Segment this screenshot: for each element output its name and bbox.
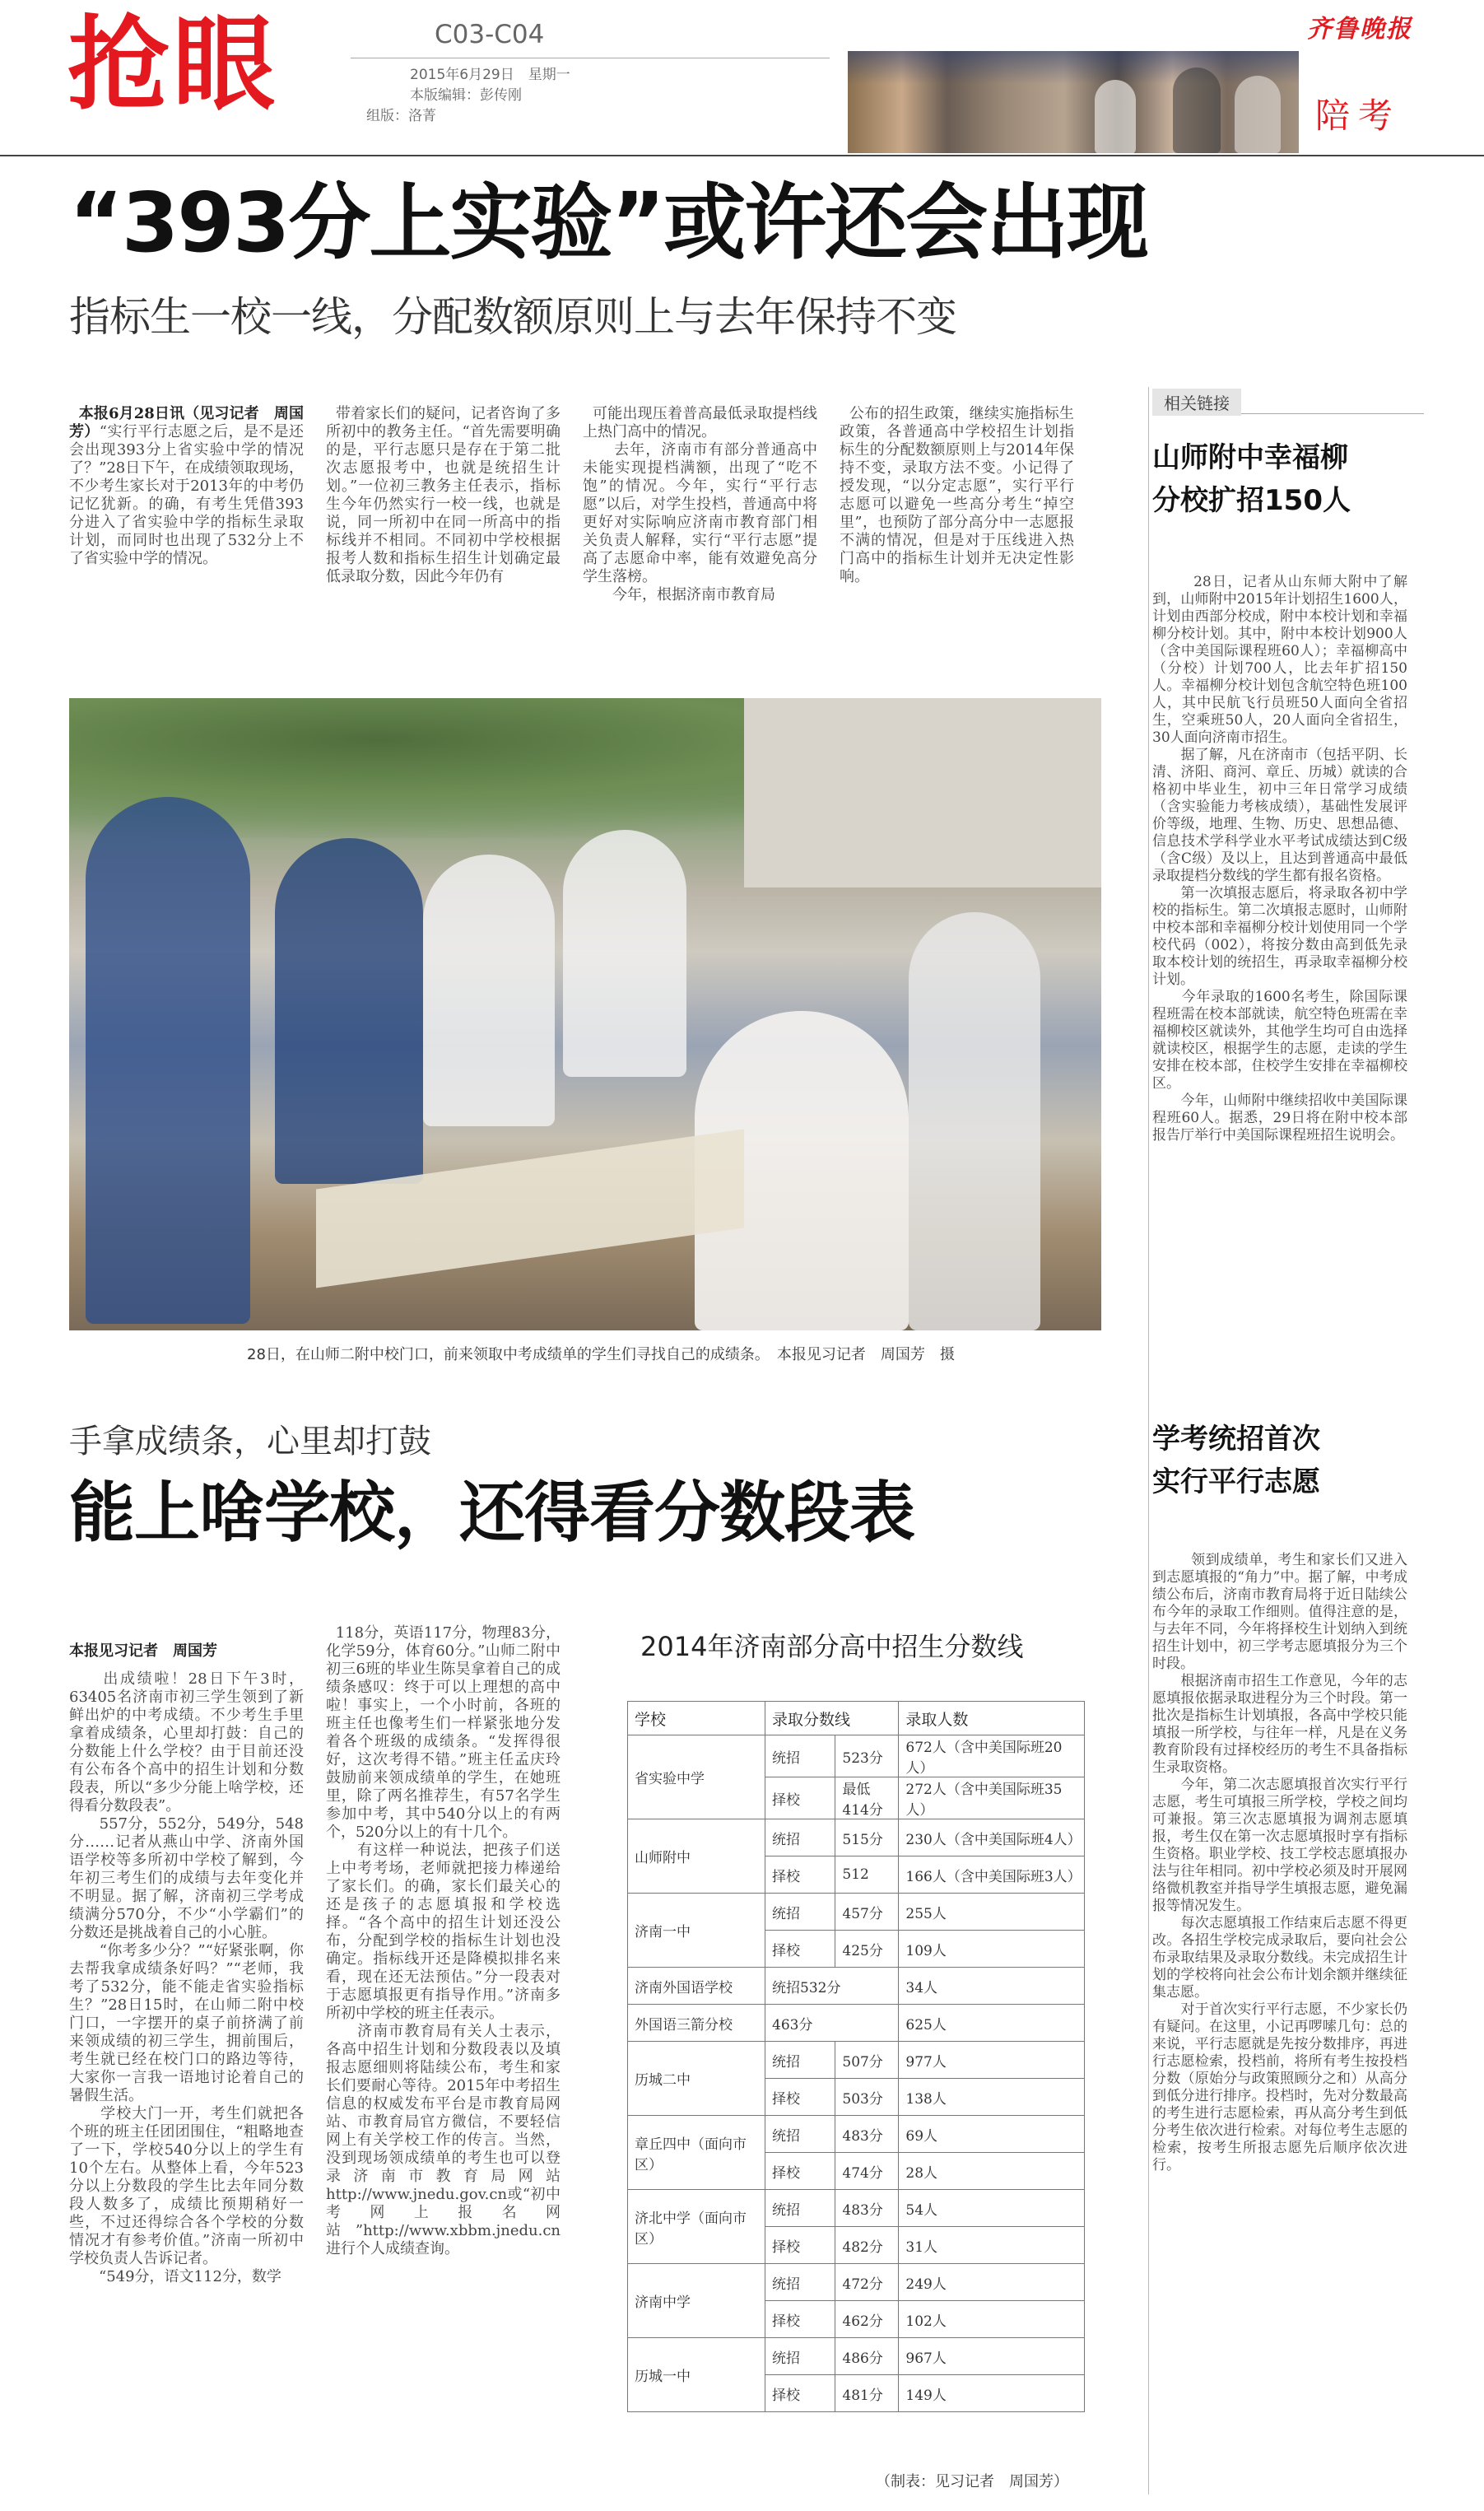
table-row <box>628 2190 1085 2227</box>
score-cell: 462分 <box>835 2301 899 2338</box>
admission-type-cell: 统招 <box>765 2042 835 2079</box>
header-school: 学校 <box>628 1702 765 1735</box>
admission-type-cell: 择校 <box>765 2227 835 2264</box>
enrollment-count-cell: 230人（含中美国际班4人） <box>899 1819 1085 1856</box>
enrollment-count-cell: 255人 <box>899 1894 1085 1931</box>
school-name-cell: 历城二中 <box>628 2042 765 2116</box>
enrollment-count-cell: 272人（含中美国际班35人） <box>899 1777 1085 1819</box>
person-silhouette <box>1235 76 1281 153</box>
building-background <box>744 698 1101 887</box>
score-cell: 515分 <box>835 1819 899 1856</box>
school-name-cell: 济南中学 <box>628 2264 765 2338</box>
table-row <box>628 2042 1085 2079</box>
enrollment-count-cell: 69人 <box>899 2116 1085 2153</box>
score-cell: 457分 <box>835 1894 899 1931</box>
person-silhouette <box>1095 80 1136 153</box>
admission-type-cell: 择校 <box>765 2079 835 2116</box>
admission-type-cell: 统招 <box>765 2338 835 2375</box>
article2-byline: 本报见习记者 周国芳 <box>69 1642 217 1660</box>
enrollment-count-cell: 31人 <box>899 2227 1085 2264</box>
table-row <box>628 2005 1085 2042</box>
score-table-wrap <box>627 1701 1085 2412</box>
student-silhouette <box>563 830 686 1077</box>
article2-column-2 <box>326 1606 561 2462</box>
table-row <box>628 1735 1085 1777</box>
score-cell: 474分 <box>835 2153 899 2190</box>
score-cell: 最低414分 <box>835 1777 899 1819</box>
admission-type-cell: 统招 <box>765 2116 835 2153</box>
sidebar-text-2: 领到成绩单，考生和家长们又进入到志愿填报的“角力”中。据了解，中考成绩公布后，济南市教育局将于近日陆续公布今年的录取工作细则。值得注意的是，与去年不同，今年将择校生计划纳入到统招生计划中，初三学考志愿填报分为三个时段。 根据济南市招生工作意见，今年的志愿填报依据录取进程分为三个时段。第一批次是指标生计划填报，各高中学校只能填报一所学校，与往年一样，凡是在义务教育阶段有过择校经历的考生不具备指标生录取资格。 今年，第二次志愿填报首次实行平行志愿，考生可填报三所学校，学校之间均可兼报。第三次志愿填报为调剂志愿填报，考生仅在第一次志愿填报时享有指标生资格。职业学校、技工学校志愿填报办法与往年相同。初中学校必须及时开展网络微机教室并指导学生填报志愿，避免漏报等情况发生。 每次志愿填报工作结束后志愿不得更改。各招生学校完成录取后，要向社会公布录取结果及录取分数线。未完成招生计划的学校将向社会公布计划余额并继续征集志愿。 对于首次实行平行志愿，不少家长仍有疑问。在这里，小记再啰嗦几句：总的来说，平行志愿就是先按分数排序，再进行志愿检索，投档前，将所有考生按投档分数（原始分与政策照顾分之和）从高分到低分进行排序。投档时，先对分数最高的考生进行志愿检索，再从高分考生到低分考生依次进行检索。对每位考生志愿的检索，按考生所报志愿先后顺序依次进行。 <box>1152 1552 1407 2173</box>
enrollment-count-cell: 149人 <box>899 2375 1085 2412</box>
score-cell: 472分 <box>835 2264 899 2301</box>
score-table-title: 2014年济南部分高中招生分数线 <box>640 1631 1024 1662</box>
person-silhouette <box>1173 68 1221 153</box>
score-cell: 503分 <box>835 2079 899 2116</box>
score-cell: 481分 <box>835 2375 899 2412</box>
admission-type-cell: 择校 <box>765 1931 835 1968</box>
enrollment-count-cell: 166人（含中美国际班3人） <box>899 1856 1085 1894</box>
table-row <box>628 2338 1085 2375</box>
table-row <box>628 2116 1085 2153</box>
score-cell: 483分 <box>835 2190 899 2227</box>
admission-type-cell: 统招 <box>765 2264 835 2301</box>
student-silhouette <box>86 797 250 1324</box>
admission-type-cell: 择校 <box>765 2153 835 2190</box>
paper-name-logo: 齐鲁晚报 <box>1307 15 1412 44</box>
article1-text-4: 公布的招生政策，继续实施指标生政策，各普通高中学校招生计划指标生的分配数额原则上与2014年保持不变，录取方法不变。小记得了授发现，“以分定志愿”，实行平行志愿可以避免一些高分考生“掉空里”，也预防了部分高分中一志愿报不满的情况，但是对于压线进入热门高中的指标生计划并无决定性影响。 <box>840 405 1074 585</box>
sidebar-headline-2: 学考统招首次 实行平行志愿 <box>1152 1423 1320 1498</box>
article1-text-3: 可能出现压着普高最低录取提档线上热门高中的情况。 去年，济南市有部分普通高中未能实现提档满额，出现了“吃不饱”的情况。今年，实行“平行志愿”以后，对学生投档，普通高中将更好对实际响应济南市教育部门相关负责人解释，实行“平行志愿”提高了志愿命中率，能有效避免高分学生落榜。 今年，根据济南市教育局 <box>583 405 817 603</box>
article1-text-1: “实行平行志愿之后，是不是还会出现393分上省实验中学的情况了？”28日下午，在成绩领取现场，不少考生家长对于2013年的中考仍记忆犹新。的确，有考生凭借393分进入了省实验中学的指标生录取计划，而同时也出现了532分上不了省实验中学的情况。 <box>69 423 304 567</box>
enrollment-count-cell: 249人 <box>899 2264 1085 2301</box>
school-name-cell: 济南一中 <box>628 1894 765 1968</box>
header-score: 录取分数线 <box>765 1702 899 1735</box>
admission-type-cell: 统招 <box>765 1735 835 1777</box>
enrollment-count-cell: 138人 <box>899 2079 1085 2116</box>
enrollment-count-cell: 54人 <box>899 2190 1085 2227</box>
table-row <box>628 1819 1085 1856</box>
enrollment-count-cell: 102人 <box>899 2301 1085 2338</box>
admission-type-cell: 统招 <box>765 1819 835 1856</box>
enrollment-count-cell: 34人 <box>899 1968 1085 2005</box>
score-cell: 512 <box>835 1856 899 1894</box>
table-credit: （制表：见习记者 周国芳） <box>876 2473 1068 2490</box>
school-name-cell: 济北中学（面向市区） <box>628 2190 765 2264</box>
admission-type-cell: 择校 <box>765 1856 835 1894</box>
article2-column-1 <box>69 1606 304 2462</box>
enrollment-count-cell: 977人 <box>899 2042 1085 2079</box>
school-name-cell: 外国语三箭分校 <box>628 2005 765 2042</box>
column-name: 陪考 <box>1315 96 1402 136</box>
article1-column-3 <box>583 387 817 634</box>
admission-type-cell: 择校 <box>765 2301 835 2338</box>
score-cell: 483分 <box>835 2116 899 2153</box>
score-cell: 523分 <box>835 1735 899 1777</box>
photo-caption: 28日，在山师二附中校门口，前来领取中考成绩单的学生们寻找自己的成绩条。 本报见习记者 周国芳 摄 <box>247 1346 955 1363</box>
sidebar-body-2 <box>1152 1535 1407 2481</box>
article1-column-4 <box>840 387 1074 634</box>
student-silhouette <box>909 912 1040 1330</box>
article2-text-2: 118分，英语117分，物理83分，化学59分，体育60分。”山师二附中初三6班的毕业生陈昊拿着自己的成绩条感叹：终于可以上理想的高中啦！事实上，一个小时前，各班的班主任也像考生们一样紧张地分发着各个班级的成绩条。“发挥得很好，这次考得不错。”班主任孟庆玲鼓励前来领成绩单的学生，在她班里，除了两名推荐生，有57名学生参加中考，其中540分以上的有两个，520分以上的有十几个。 有这样一种说法，把孩子们送上中考考场，老师就把接力棒递给了家长们。的确，家长们最关心的还是孩子的志愿填报和学校选择。“各个高中的招生计划还没公布，分配到学校的指标生计划也没确定。指标线开还是降模拟排名来看，现在还无法预估。”分一段表对于志愿填报更有指导作用。”济南多所初中学校的班主任表示。 济南市教育局有关人士表示，各高中招生计划和分数段表以及填报志愿细则将陆续公布，考生和家长们要耐心等待。2015年中考招生信息的权威发布平台是市教育局网站、市教育局官方微信，不要轻信网上有关学校工作的传言。当然，没到现场领成绩单的考生也可以登录济南市教育局网站http://www.jnedu.gov.cn或“初中考网上报名网站”http://www.xbbm.jnedu.cn进行个人成绩查询。 <box>326 1624 561 2257</box>
score-cell: 统招532分 <box>765 1968 899 2005</box>
article1-column-1 <box>69 387 304 634</box>
school-name-cell: 省实验中学 <box>628 1735 765 1819</box>
article1-headline: “393分上实验”或许还会出现 <box>69 175 1148 271</box>
admission-type-cell: 择校 <box>765 2375 835 2412</box>
score-cell: 486分 <box>835 2338 899 2375</box>
article2-text-1: 出成绩啦！28日下午3时，63405名济南市初三学生领到了新鲜出炉的中考成绩。不少考生手里拿着成绩条，心里却打鼓：自己的分数能上什么学校？由于目前还没有公布各个高中的招生计划和分数段表，所以“多少分能上啥学校，还得看分数段表”。 557分，552分，549分，548分……记者从燕山中学、济南外国语学校等多所初中学校了解到，今年初三考生们的成绩与去年变化并不明显。据了解，济南初三学考成绩满分570分，不少“小学霸们”的分数还是挑战着自己的小心脏。 “你考多少分？”“好紧张啊，你去帮我拿成绩条好吗？”“老师，我考了532分，能不能走省实验指标生？”28日15时，在山师二附中校门口，一字摆开的桌子前挤满了前来领成绩的初三学生，拥前围后，考生就已经在校门口的路边等待，大家你一言我一语地讨论着自己的暑假生活。 学校大门一开，考生们就把各个班的班主任团团围住，“粗略地查了一下，学校540分以上的学生有10个左右。从整体上看，今年523分以上分数段的学生比去年同分数段人数多了，成绩比预期稍好一些，不过还得综合各个学校的分数情况才有参考价值。”济南一所初中学校负责人告诉记者。 “549分，语文112分，数学 <box>69 1670 304 2285</box>
masthead-photo <box>848 51 1299 153</box>
score-cell: 482分 <box>835 2227 899 2264</box>
related-links-label <box>1152 389 1424 414</box>
page-editor: 本版编辑：彭传刚 <box>410 87 522 104</box>
masthead-rule <box>0 155 1484 156</box>
school-name-cell: 山师附中 <box>628 1819 765 1894</box>
article1-text-2: 带着家长们的疑问，记者咨询了多所初中的教务主任。“首先需要明确的是，平行志愿只是存在于第二批次志愿报考中，也就是统招生计划。”一位初三教务主任表示，指标生今年仍然实行一校一线，也就是说，同一所初中在同一所高中的指标线并不相同。不同初中学校根据报考人数和指标生招生计划确定最低录取分数，因此今年仍有 <box>326 405 561 585</box>
school-name-cell: 章丘四中（面向市区） <box>628 2116 765 2190</box>
enrollment-count-cell: 28人 <box>899 2153 1085 2190</box>
score-cell: 507分 <box>835 2042 899 2079</box>
table-header-row <box>628 1702 1085 1735</box>
student-silhouette <box>275 838 423 1184</box>
table-row <box>628 2264 1085 2301</box>
admission-type-cell: 择校 <box>765 1777 835 1819</box>
masthead <box>0 0 1484 156</box>
admission-type-cell: 统招 <box>765 1894 835 1931</box>
enrollment-count-cell: 109人 <box>899 1931 1085 1968</box>
sidebar-divider <box>1148 387 1149 2495</box>
score-cell: 425分 <box>835 1931 899 1968</box>
enrollment-count-cell: 625人 <box>899 2005 1085 2042</box>
section-title: 抢眼 <box>67 6 279 124</box>
related-links-tab: 相关链接 <box>1152 389 1241 416</box>
enrollment-count-cell: 967人 <box>899 2338 1085 2375</box>
sidebar-text-1: 28日，记者从山东师大附中了解到，山师附中2015年计划招生1600人，计划由西部分校成，附中本校计划和幸福柳分校计划。其中，附中本校计划900人（含中美国际课程班60人）；幸福柳高中（分校）计划700人，比去年扩招150人。幸福柳分校计划包含航空特色班100人，其中民航飞行员班50人面向全省招生，空乘班50人，20人面向全省招生，30人面向济南市招生。 据了解，凡在济南市（包括平阴、长清、济阳、商河、章丘、历城）就读的合格初中毕业生，初中三年日常学习成绩（含实验能力考核成绩），基础性发展评价等级，地理、生物、历史、思想品德、信息技术学科学业水平考试成绩达到C级（含C级）及以上，且达到普通高中最低录取提档分数线的学生都有报名资格。 第一次填报志愿后，将录取各初中学校的指标生。第二次填报志愿时，山师附中校本部和幸福柳分校计划使用同一个学校代码（002），将按分数由高到低先录取本校计划的统招生，再录取幸福柳分校计划。 今年录取的1600名考生，除国际课程班需在校本部就读，航空特色班需在幸福柳校区就读外，其他学生均可自由选择就读校区，根据学生的志愿，走读的学生安排在校本部，住校学生安排在幸福柳校区。 今年，山师附中继续招收中美国际课程班60人。据悉，29日将在附中校本部报告厅举行中美国际课程班招生说明会。 <box>1152 574 1407 1144</box>
score-cell: 463分 <box>765 2005 899 2042</box>
article1-subhead: 指标生一校一线，分配数额原则上与去年保持不变 <box>69 293 956 341</box>
school-name-cell: 历城一中 <box>628 2338 765 2412</box>
enrollment-count-cell: 672人（含中美国际班20人） <box>899 1735 1085 1777</box>
table-row <box>628 1968 1085 2005</box>
sidebar-body-1 <box>1152 557 1407 1380</box>
table-row <box>628 1894 1085 1931</box>
admission-type-cell: 统招 <box>765 2190 835 2227</box>
article1-column-2 <box>326 387 561 634</box>
page-numbers: C03-C04 <box>435 20 545 49</box>
score-table <box>627 1701 1085 2412</box>
student-silhouette <box>423 855 555 1126</box>
article1-byline: 本报6月28日讯（见习记者 周国芳） <box>69 405 304 440</box>
issue-date: 2015年6月29日 星期一 <box>410 67 570 83</box>
layout-editor: 组版：洛菁 <box>366 108 436 124</box>
header-count: 录取人数 <box>899 1702 1085 1735</box>
sidebar-headline-1: 山师附中幸福柳 分校扩招150人 <box>1152 441 1351 517</box>
main-photo <box>69 698 1101 1330</box>
article2-headline: 能上啥学校，还得看分数段表 <box>69 1474 914 1551</box>
school-name-cell: 济南外国语学校 <box>628 1968 765 2005</box>
article2-kicker: 手拿成绩条，心里却打鼓 <box>69 1423 431 1460</box>
